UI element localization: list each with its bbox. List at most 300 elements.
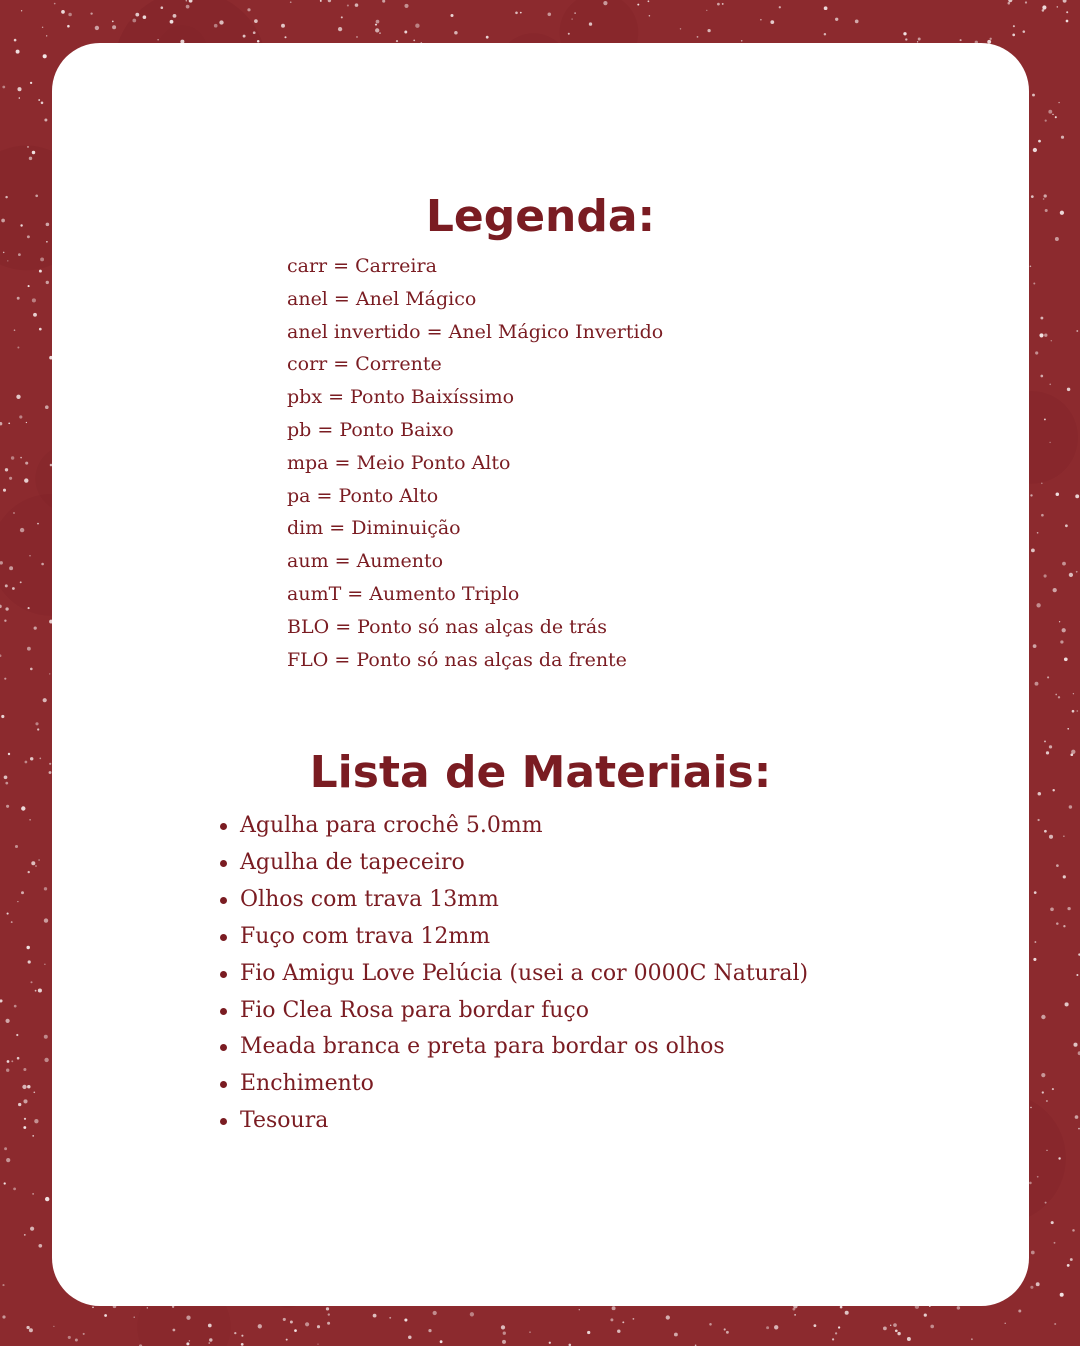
material-label: Tesoura — [240, 1108, 329, 1134]
speckle-dot — [674, 1333, 678, 1337]
material-label: Enchimento — [240, 1071, 374, 1097]
speckle-dot — [724, 1328, 726, 1330]
material-label: Fuço com trava 12mm — [240, 923, 491, 949]
speckle-dot — [14, 1005, 17, 1008]
speckle-dot — [568, 33, 570, 35]
speckle-dot — [1044, 740, 1046, 742]
speckle-dot — [440, 1340, 443, 1343]
speckle-dot — [3, 252, 5, 254]
speckle-dot — [281, 24, 285, 28]
speckle-dot — [1063, 875, 1066, 878]
speckle-dot — [413, 40, 415, 42]
speckle-dot — [30, 981, 32, 983]
speckle-dot — [794, 1314, 796, 1316]
speckle-dot — [54, 3, 56, 5]
legend-list — [287, 250, 663, 676]
speckle-dot — [1050, 907, 1054, 911]
speckle-dot — [1046, 751, 1049, 754]
speckle-dot — [5, 607, 8, 610]
speckle-dot — [11, 921, 13, 923]
speckle-dot — [214, 24, 218, 28]
speckle-dot — [44, 964, 45, 965]
speckle-dot — [1042, 9, 1045, 12]
speckle-dot — [840, 1306, 843, 1309]
speckle-dot — [1069, 573, 1073, 577]
speckle-dot — [648, 0, 650, 2]
speckle-dot — [824, 33, 826, 35]
speckle-dot — [28, 285, 30, 287]
speckle-dot — [610, 1318, 613, 1321]
speckle-dot — [726, 1331, 729, 1334]
speckle-dot — [7, 913, 9, 915]
speckle-dot — [189, 1340, 190, 1341]
speckle-dot — [396, 40, 398, 42]
speckle-dot — [34, 626, 37, 629]
speckle-dot — [21, 806, 25, 810]
speckle-dot — [286, 1339, 288, 1341]
speckle-dot — [1036, 1282, 1040, 1286]
legend-item: corr = Corrente — [287, 353, 442, 376]
speckle-dot — [5, 468, 8, 471]
speckle-dot — [305, 1322, 309, 1326]
speckle-dot — [376, 20, 380, 24]
speckle-dot — [1076, 710, 1078, 712]
speckle-dot — [1067, 907, 1070, 910]
speckle-dot — [883, 1327, 887, 1331]
speckle-dot — [20, 457, 22, 459]
speckle-dot — [37, 728, 39, 730]
speckle-dot — [11, 1060, 13, 1062]
speckle-dot — [41, 102, 44, 105]
speckle-dot — [1056, 493, 1060, 497]
speckle-dot — [1059, 621, 1060, 622]
speckle-dot — [290, 1321, 293, 1324]
speckle-dot — [35, 194, 38, 197]
speckle-dot — [1055, 116, 1057, 118]
speckle-dot — [930, 1325, 934, 1329]
material-label: Fio Clea Rosa para bordar fuço — [240, 997, 590, 1023]
materials-title: Lista de Materiais: — [309, 747, 772, 798]
speckle-dot — [46, 223, 50, 227]
speckle-dot — [20, 224, 22, 226]
speckle-dot — [355, 3, 359, 7]
speckle-dot — [23, 1068, 26, 1071]
speckle-dot — [17, 346, 19, 348]
speckle-dot — [49, 771, 52, 774]
speckle-dot — [247, 8, 250, 11]
speckle-dot — [1073, 1043, 1077, 1047]
legend-item: dim = Diminuição — [287, 517, 461, 540]
speckle-dot — [219, 20, 223, 24]
list-item — [240, 1103, 808, 1140]
speckle-dot — [32, 298, 36, 302]
speckle-dot — [571, 18, 572, 19]
speckle-dot — [35, 722, 38, 725]
speckle-dot — [649, 15, 651, 17]
bullet-icon — [220, 1044, 227, 1051]
speckle-dot — [2, 1315, 5, 1318]
speckle-dot — [26, 422, 27, 423]
speckle-dot — [897, 1332, 900, 1335]
speckle-dot — [23, 1099, 27, 1103]
speckle-dot — [1018, 1310, 1021, 1313]
speckle-dot — [320, 0, 322, 2]
bullet-icon — [220, 1081, 227, 1088]
speckle-dot — [1049, 384, 1051, 386]
speckle-dot — [1030, 494, 1032, 496]
speckle-dot — [68, 1336, 71, 1339]
speckle-dot — [706, 10, 707, 11]
bullet-icon — [220, 1008, 227, 1015]
speckle-dot — [208, 1324, 212, 1328]
speckle-dot — [1025, 1, 1027, 3]
speckle-dot — [1076, 330, 1078, 332]
speckle-dot — [835, 1332, 837, 1334]
speckle-dot — [29, 555, 30, 556]
speckle-dot — [6, 805, 9, 808]
speckle-dot — [1038, 140, 1041, 143]
speckle-dot — [21, 891, 24, 894]
speckle-dot — [404, 31, 407, 34]
speckle-dot — [95, 26, 99, 30]
speckle-dot — [283, 1318, 286, 1321]
speckle-dot — [2, 86, 5, 89]
speckle-dot — [16, 1034, 18, 1036]
material-label: Agulha para crochê 5.0mm — [240, 813, 543, 838]
speckle-dot — [1045, 1202, 1047, 1204]
legend-item: BLO = Ponto só nas alças de trás — [287, 615, 607, 638]
speckle-dot — [1047, 676, 1049, 678]
speckle-dot — [1060, 640, 1063, 643]
speckle-dot — [835, 18, 838, 21]
bullet-icon — [220, 897, 227, 904]
speckle-dot — [1046, 1100, 1048, 1102]
speckle-dot — [1041, 1073, 1045, 1077]
speckle-dot — [0, 654, 1, 657]
speckle-dot — [161, 6, 164, 9]
speckle-dot — [1044, 194, 1047, 197]
speckle-dot — [666, 1315, 670, 1319]
speckle-dot — [39, 328, 42, 331]
speckle-dot — [741, 40, 743, 42]
speckle-dot — [19, 97, 21, 99]
speckle-dot — [1012, 34, 1015, 37]
speckle-dot — [30, 82, 32, 84]
speckle-dot — [1049, 745, 1052, 748]
speckle-dot — [924, 1314, 927, 1317]
speckle-dot — [1030, 1286, 1033, 1289]
speckle-dot — [379, 32, 381, 34]
speckle-dot — [1, 715, 4, 718]
legend-item: anel invertido = Anel Mágico Invertido — [287, 320, 664, 343]
speckle-dot — [1032, 94, 1035, 97]
legend-item: aumT = Aumento Triplo — [287, 582, 520, 605]
speckle-dot — [404, 4, 408, 8]
speckle-dot — [529, 1331, 530, 1332]
speckle-dot — [234, 1332, 236, 1334]
speckle-dot — [24, 1234, 26, 1236]
speckle-dot — [617, 1329, 620, 1332]
speckle-dot — [1045, 120, 1047, 122]
speckle-dot — [20, 581, 22, 583]
speckle-dot — [33, 1091, 35, 1093]
speckle-dot — [49, 673, 50, 674]
speckle-dot — [5, 782, 8, 785]
list-item — [240, 1029, 808, 1066]
speckle-dot — [44, 887, 47, 890]
speckle-dot — [44, 1035, 48, 1039]
speckle-dot — [1037, 1176, 1039, 1178]
speckle-dot — [905, 38, 907, 40]
speckle-dot — [1040, 317, 1043, 320]
speckle-dot — [1046, 1150, 1047, 1151]
speckle-dot — [1062, 562, 1066, 566]
speckle-dot — [1063, 836, 1064, 837]
speckle-dot — [1008, 2, 1011, 5]
speckle-dot — [4, 1182, 6, 1184]
speckle-dot — [0, 422, 2, 425]
speckle-dot — [1041, 514, 1044, 517]
speckle-dot — [1066, 11, 1068, 13]
speckle-dot — [1030, 1107, 1031, 1108]
speckle-dot — [503, 1332, 506, 1335]
speckle-dot — [6, 1069, 9, 1072]
speckle-dot — [1060, 1293, 1064, 1297]
speckle-dot — [502, 1340, 506, 1344]
speckle-dot — [39, 270, 42, 273]
speckle-dot — [1073, 693, 1074, 694]
speckle-dot — [30, 757, 33, 760]
bullet-icon — [220, 1118, 227, 1125]
speckle-dot — [5, 584, 8, 587]
speckle-dot — [1061, 136, 1064, 139]
material-label: Agulha de tapeceiro — [240, 849, 465, 875]
speckle-dot — [173, 1329, 176, 1332]
speckle-dot — [40, 257, 44, 261]
content-card — [52, 43, 1029, 1306]
speckle-dot — [317, 1343, 318, 1344]
speckle-dot — [855, 20, 859, 24]
speckle-dot — [1051, 340, 1052, 341]
speckle-dot — [6, 1158, 10, 1162]
bullet-icon — [220, 860, 227, 867]
speckle-dot — [75, 1339, 78, 1342]
speckle-dot — [35, 990, 37, 992]
speckle-dot — [134, 1317, 135, 1318]
materials-list — [240, 808, 808, 1140]
speckle-dot — [1045, 209, 1048, 212]
speckle-dot — [29, 819, 31, 821]
speckle-dot — [1051, 1221, 1054, 1224]
speckle-dot — [26, 946, 29, 949]
speckle-dot — [1036, 603, 1040, 607]
speckle-dot — [589, 22, 592, 25]
speckle-dot — [1031, 1251, 1035, 1255]
speckle-dot — [1044, 334, 1047, 337]
speckle-dot — [486, 36, 489, 39]
speckle-dot — [1053, 588, 1057, 592]
speckle-dot — [515, 11, 518, 14]
speckle-dot — [1034, 941, 1036, 943]
speckle-dot — [770, 20, 774, 24]
speckle-dot — [813, 1324, 816, 1327]
legend-item: mpa = Meio Ponto Alto — [287, 451, 511, 474]
speckle-dot — [907, 1337, 911, 1341]
speckle-dot — [548, 13, 552, 17]
speckle-dot — [49, 763, 51, 765]
speckle-dot — [1063, 0, 1067, 3]
speckle-dot — [824, 6, 828, 10]
speckle-dot — [38, 99, 40, 101]
speckle-dot — [173, 14, 177, 18]
speckle-dot — [2, 1284, 4, 1286]
speckle-dot — [450, 14, 453, 17]
speckle-dot — [4, 1147, 7, 1150]
speckle-dot — [83, 1333, 85, 1335]
speckle-dot — [1072, 710, 1075, 713]
speckle-dot — [1063, 925, 1065, 927]
speckle-dot — [32, 151, 35, 154]
speckle-dot — [1058, 102, 1059, 103]
speckle-dot — [112, 21, 114, 23]
speckle-dot — [43, 698, 47, 702]
speckle-dot — [1056, 922, 1059, 925]
speckle-dot — [13, 512, 15, 514]
speckle-dot — [774, 1325, 778, 1329]
speckle-dot — [31, 861, 35, 865]
speckle-dot — [549, 1342, 551, 1344]
list-item — [240, 919, 808, 956]
speckle-dot — [890, 1325, 891, 1326]
speckle-dot — [1044, 830, 1047, 833]
speckle-dot — [104, 1314, 107, 1317]
speckle-dot — [1037, 819, 1039, 821]
speckle-dot — [1033, 148, 1037, 152]
speckle-dot — [382, 0, 385, 3]
legend-item: pbx = Ponto Baixíssimo — [287, 386, 515, 409]
speckle-dot — [45, 405, 49, 409]
speckle-dot — [501, 1325, 505, 1329]
speckle-dot — [8, 422, 10, 424]
speckle-dot — [254, 19, 258, 23]
speckle-dot — [918, 38, 921, 41]
speckle-dot — [779, 6, 781, 8]
speckle-dot — [44, 918, 48, 922]
list-item — [240, 882, 808, 919]
speckle-dot — [990, 38, 992, 40]
material-label: Meada branca e preta para bordar os olhos — [240, 1034, 725, 1060]
speckle-dot — [28, 607, 30, 609]
speckle-dot — [17, 297, 20, 300]
speckle-dot — [253, 31, 256, 34]
speckle-dot — [1044, 574, 1047, 577]
speckle-dot — [46, 241, 48, 243]
speckle-dot — [208, 1342, 210, 1344]
speckle-dot — [16, 395, 20, 399]
speckle-dot — [707, 29, 710, 32]
speckle-dot — [1065, 1002, 1069, 1006]
speckle-dot — [1038, 792, 1042, 796]
speckle-dot — [241, 1343, 244, 1346]
list-item — [240, 1066, 808, 1103]
speckle-dot — [29, 1328, 33, 1332]
speckle-dot — [520, 12, 522, 14]
speckle-dot — [1076, 974, 1078, 976]
speckle-dot — [622, 1321, 624, 1323]
speckle-dot — [375, 24, 377, 26]
speckle-dot — [338, 27, 342, 31]
speckle-dot — [1055, 694, 1057, 696]
speckle-dot — [4, 678, 6, 680]
speckle-dot — [1075, 494, 1079, 498]
speckle-dot — [1072, 1229, 1075, 1232]
legend-item: pb = Ponto Baixo — [287, 418, 454, 441]
speckle-dot — [633, 1318, 635, 1320]
speckle-dot — [1033, 283, 1035, 285]
speckle-dot — [1057, 6, 1059, 8]
speckle-dot — [470, 1312, 474, 1316]
speckle-dot — [112, 25, 116, 29]
speckle-dot — [30, 1227, 34, 1231]
speckle-dot — [0, 999, 3, 1002]
speckle-dot — [147, 1307, 148, 1308]
speckle-dot — [1031, 195, 1034, 198]
speckle-dot — [20, 528, 24, 532]
speckle-dot — [1035, 682, 1039, 686]
speckle-dot — [24, 1118, 26, 1120]
speckle-dot — [25, 761, 28, 764]
speckle-dot — [1069, 805, 1072, 808]
speckle-dot — [7, 1060, 10, 1063]
speckle-dot — [186, 1342, 189, 1345]
speckle-dot — [1071, 750, 1075, 754]
speckle-dot — [186, 1316, 190, 1320]
speckle-dot — [603, 1, 607, 5]
speckle-dot — [61, 10, 65, 14]
speckle-dot — [1042, 5, 1046, 9]
speckle-dot — [27, 647, 31, 651]
speckle-dot — [1049, 442, 1050, 443]
speckle-dot — [3, 489, 6, 492]
speckle-dot — [5, 196, 7, 198]
speckle-dot — [1029, 1182, 1032, 1185]
speckle-dot — [389, 1317, 391, 1319]
legend-item: carr = Carreira — [287, 255, 437, 277]
list-item — [240, 845, 808, 882]
legend-item: anel = Anel Mágico — [287, 287, 477, 310]
speckle-dot — [903, 32, 906, 35]
speckle-dot — [766, 1326, 769, 1329]
speckle-dot — [241, 1335, 243, 1337]
speckle-dot — [1062, 628, 1066, 632]
speckle-dot — [14, 39, 17, 42]
speckle-dot — [209, 1338, 212, 1341]
list-item — [240, 956, 808, 993]
speckle-dot — [1031, 548, 1035, 552]
speckle-dot — [1067, 1264, 1070, 1267]
speckle-dot — [832, 1338, 834, 1340]
speckle-dot — [404, 1318, 407, 1321]
speckle-dot — [186, 0, 187, 1]
speckle-dot — [92, 1307, 94, 1309]
speckle-dot — [1054, 1242, 1056, 1244]
speckle-dot — [1042, 1091, 1044, 1093]
speckle-dot — [17, 1057, 20, 1060]
speckle-dot — [132, 19, 136, 23]
speckle-dot — [37, 523, 39, 525]
speckle-dot — [1034, 891, 1037, 894]
speckle-dot — [21, 10, 22, 11]
